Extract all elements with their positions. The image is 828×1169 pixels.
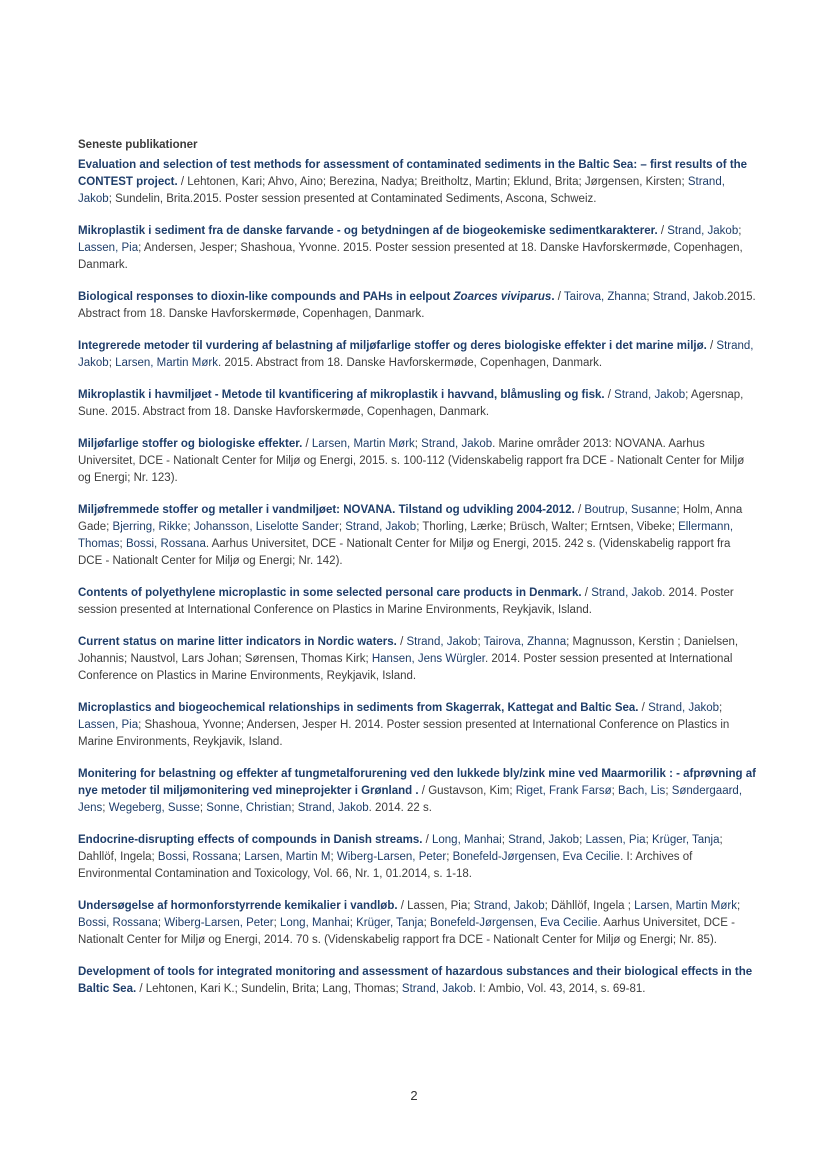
author-link[interactable]: Larsen, Martin Mørk: [115, 357, 218, 369]
author-name: Andersen, Jesper H: [246, 719, 349, 731]
publication-title-link[interactable]: Development of tools for integrated monitoring and assessment of hazardous substances and their biological effects in the Baltic Sea.: [78, 966, 753, 995]
author-link[interactable]: Strand, Jakob: [652, 291, 724, 303]
publication-details: . 2015. Abstract from 18. Danske Havforskermøde, Copenhagen, Danmark.: [217, 357, 603, 369]
publication-entry: Biological responses to dioxin-like compounds and PAHs in eelpout Zoarces viviparus. / Tairova, Zhanna; Strand, Jakob.2015. Abstract from 18. Danske Havforskermøde, Copenhagen, Danmark.: [78, 291, 756, 320]
publication-entry: Monitering for belastning og effekter af tungmetalforurening ved den lukkede bly/zink mine ved Maarmorilik : - afprøvning af nye metoder til miljømonitering ved mineprojekter i Grønland . / Gustavson, Kim; Riget, Frank Farsø; Bach, Lis; Søndergaard, Jens; Wegeberg, Susse; Sonne, Christian; Strand, Jakob. 2014. 22 s.: [78, 768, 756, 814]
author-link[interactable]: Sonne, Christian: [206, 802, 292, 814]
publication-entry: Miljøfremmede stoffer og metaller i vandmiljøet: NOVANA. Tilstand og udvikling 2004-2012. / Boutrup, Susanne; Holm, Anna Gade; Bjerring, Rikke; Johansson, Liselotte Sander; Strand, Jakob; Thorling, Lærke; Brüsch, Walter; Erntsen, Vibeke; Ellermann, Thomas; Bossi, Rossana. Aarhus Universitet, DCE - Nationalt Center for Miljø og Energi, 2015. 242 s. (Videnskabelig rapport fra DCE - Nationalt Center for Miljø og Energi; Nr. 142).: [78, 504, 743, 567]
author-name: Sundelin, Brita: [115, 193, 190, 205]
author-name: Sørensen, Thomas Kirk: [244, 653, 366, 665]
publication-details: . 2015. Poster session presented at 18. Danske Havforskermøde, Copenhagen, Danmark.: [78, 242, 743, 271]
publication-entry: Microplastics and biogeochemical relationships in sediments from Skagerrak, Kattegat and Baltic Sea. / Strand, Jakob; Lassen, Pia; Shashoua, Yvonne; Andersen, Jesper H. 2014. Poster session presented at International Conference on Plastics in Marine Environments, Reykjavik, Island.: [78, 702, 730, 748]
author-link[interactable]: Bach, Lis: [618, 785, 666, 797]
author-name: Naustvol, Lars Johan: [130, 653, 239, 665]
publication-title-link[interactable]: Mikroplastik i sediment fra de danske farvande - og betydningen af de biogeokemiske sedimentkarakterer.: [78, 225, 658, 237]
author-link[interactable]: Lassen, Pia: [78, 242, 139, 254]
author-name: Jørgensen, Kirsten: [584, 176, 682, 188]
author-link[interactable]: Hansen, Jens Würgler: [371, 653, 485, 665]
author-name: Shashoua, Yvonne: [144, 719, 241, 731]
publication-details: . Aarhus Universitet, DCE - Nationalt Center for Miljø og Energi, 2015. 242 s. (Videnskabelig rapport fra DCE - Nationalt Center for Miljø og Energi; Nr. 142).: [78, 538, 731, 567]
publication-details: . 2015. Abstract from 18. Danske Havforskermøde, Copenhagen, Danmark.: [104, 406, 490, 418]
publication-details: . 2014. 22 s.: [368, 802, 432, 814]
author-name: Lang, Thomas: [322, 983, 396, 995]
publication-entry: Mikroplastik i sediment fra de danske farvande - og betydningen af de biogeokemiske sedimentkarakterer. / Strand, Jakob; Lassen, Pia; Andersen, Jesper; Shashoua, Yvonne. 2015. Poster session presented at 18. Danske Havforskermøde, Copenhagen, Danmark.: [78, 225, 743, 271]
author-name: Agersnap, Sune: [78, 389, 744, 418]
author-name: Sundelin, Brita: [241, 983, 316, 995]
page-number: 2: [410, 1088, 418, 1103]
publication-entry: Contents of polyethylene microplastic in some selected personal care products in Denmark. / Strand, Jakob. 2014. Poster session presented at International Conference on Plastics in Marine Environments, Reykjavik, Island.: [78, 587, 734, 616]
author-link[interactable]: Bonefeld-Jørgensen, Eva Cecilie: [452, 851, 621, 863]
author-name: Andersen, Jesper: [143, 242, 235, 254]
author-name: Gustavson, Kim: [428, 785, 510, 797]
author-link[interactable]: Søndergaard, Jens: [78, 785, 743, 814]
author-name: Erntsen, Vibeke: [590, 521, 672, 533]
author-link[interactable]: Ellermann, Thomas: [78, 521, 734, 550]
author-link[interactable]: Johansson, Liselotte Sander: [193, 521, 339, 533]
author-name: Berezina, Nadya: [329, 176, 415, 188]
publication-title-link[interactable]: Integrerede metoder til vurdering af belastning af miljøfarlige stoffer og deres biologiske effekter i det marine miljø.: [78, 340, 707, 352]
author-name: Danielsen, Johannis: [78, 636, 739, 665]
document-page: [78, 138, 756, 1013]
author-link[interactable]: Bossi, Rossana: [78, 917, 158, 929]
author-name: Shashoua, Yvonne: [240, 242, 337, 254]
publication-details: . 2014. Poster session presented at International Conference on Plastics in Marine Environments, Reykjavik, Island.: [78, 653, 733, 682]
author-link[interactable]: Long, Manhai: [279, 917, 350, 929]
publication-title-link[interactable]: Monitering for belastning og effekter af tungmetalforurening ved den lukkede bly/zink mine ved Maarmorilik : - afprøvning af nye metoder til miljømonitering ved mineprojekter i Grønland .: [78, 768, 756, 797]
author-link[interactable]: Long, Manhai: [432, 834, 502, 846]
author-link[interactable]: Strand, Jakob: [345, 521, 417, 533]
publication-title-link[interactable]: Evaluation and selection of test methods for assessment of contaminated sediments in the Baltic Sea: – first results of the CONTEST project.: [78, 159, 748, 188]
author-name: Lassen, Pia: [407, 900, 468, 912]
publication-list: [78, 157, 756, 998]
publication-entry: Current status on marine litter indicators in Nordic waters. / Strand, Jakob; Tairova, Zhanna; Magnusson, Kerstin ; Danielsen, Johannis; Naustvol, Lars Johan; Sørensen, Thomas Kirk; Hansen, Jens Würgler. 2014. Poster session presented at International Conference on Plastics in Marine Environments, Reykjavik, Island.: [78, 636, 739, 682]
author-link[interactable]: Bossi, Rossana: [157, 851, 238, 863]
author-link[interactable]: Strand, Jakob: [78, 340, 754, 369]
publication-title-link[interactable]: Biological responses to dioxin-like compounds and PAHs in eelpout Zoarces viviparus.: [78, 291, 555, 303]
author-link[interactable]: Tairova, Zhanna: [483, 636, 567, 648]
author-name: Ahvo, Aino: [267, 176, 323, 188]
publication-details: .2015. Poster session presented at Contaminated Sediments, Ascona, Schweiz.: [189, 193, 597, 205]
author-link[interactable]: Strand, Jakob: [473, 900, 545, 912]
author-link[interactable]: Strand, Jakob: [401, 983, 473, 995]
author-link[interactable]: Strand, Jakob: [591, 587, 663, 599]
section-heading: Seneste publikationer: [78, 139, 198, 151]
author-link[interactable]: Strand, Jakob: [648, 702, 720, 714]
publication-title-link[interactable]: Microplastics and biogeochemical relationships in sediments from Skagerrak, Kattegat and Baltic Sea.: [78, 702, 639, 714]
author-name: Lehtonen, Kari K.: [145, 983, 235, 995]
publication-title-link[interactable]: Undersøgelse af hormonforstyrrende kemikalier i vandløb.: [78, 900, 398, 912]
publication-details: . 2014. Poster session presented at International Conference on Plastics in Marine Environments, Reykjavik, Island.: [78, 587, 734, 616]
author-link[interactable]: Strand, Jakob: [406, 636, 478, 648]
publication-title-link[interactable]: Contents of polyethylene microplastic in some selected personal care products in Denmark.: [78, 587, 582, 599]
publication-details: .2015. Abstract from 18. Danske Havforskermøde, Copenhagen, Danmark.: [78, 291, 756, 320]
author-link[interactable]: Wiberg-Larsen, Peter: [336, 851, 447, 863]
publication-details: . Aarhus Universitet, DCE - Nationalt Center for Miljø og Energi, 2014. 70 s. (Videnskabelig rapport fra DCE - Nationalt Center for Miljø og Energi; Nr. 85).: [78, 917, 735, 946]
author-link[interactable]: Bossi, Rossana: [125, 538, 206, 550]
publication-entry: Integrerede metoder til vurdering af belastning af miljøfarlige stoffer og deres biologiske effekter i det marine miljø. / Strand, Jakob; Larsen, Martin Mørk. 2015. Abstract from 18. Danske Havforskermøde, Copenhagen, Danmark.: [78, 340, 754, 369]
publication-entry: Mikroplastik i havmiljøet - Metode til kvantificering af mikroplastik i havvand, blåmusling og fisk. / Strand, Jakob; Agersnap, Sune. 2015. Abstract from 18. Danske Havforskermøde, Copenhagen, Danmark.: [78, 389, 744, 418]
author-link[interactable]: Larsen, Martin Mørk: [634, 900, 737, 912]
author-link[interactable]: Lassen, Pia: [585, 834, 646, 846]
author-link[interactable]: Strand, Jakob: [297, 802, 369, 814]
author-name: Breitholtz, Martin: [420, 176, 507, 188]
author-link[interactable]: Larsen, Martin M: [244, 851, 331, 863]
publication-details: . I: Ambio, Vol. 43, 2014, s. 69-81.: [472, 983, 646, 995]
author-link[interactable]: Strand, Jakob: [614, 389, 686, 401]
publication-details: . I: Archives of Environmental Contamination and Toxicology, Vol. 66, Nr. 1, 01.2014, s. 1-18.: [78, 851, 693, 880]
author-link[interactable]: Tairova, Zhanna: [563, 291, 647, 303]
author-name: Thorling, Lærke: [422, 521, 503, 533]
author-name: Lehtonen, Kari: [187, 176, 263, 188]
author-name: Dähllöf, Ingela: [551, 900, 628, 912]
author-name: Holm, Anna Gade: [78, 504, 743, 533]
author-link[interactable]: Bonefeld-Jørgensen, Eva Cecilie: [430, 917, 598, 929]
publication-title-link[interactable]: Current status on marine litter indicators in Nordic waters.: [78, 636, 397, 648]
publication-title-link[interactable]: Mikroplastik i havmiljøet - Metode til kvantificering af mikroplastik i havvand, blåmusling og fisk.: [78, 389, 605, 401]
author-link[interactable]: Krüger, Tanja: [356, 917, 424, 929]
author-name: Dahllöf, Ingela: [78, 851, 152, 863]
author-link[interactable]: Riget, Frank Farsø: [515, 785, 612, 797]
publication-entry: Endocrine-disrupting effects of compounds in Danish streams. / Long, Manhai; Strand, Jakob; Lassen, Pia; Krüger, Tanja; Dahllöf, Ingela; Bossi, Rossana; Larsen, Martin M; Wiberg-Larsen, Peter; Bonefeld-Jørgensen, Eva Cecilie. I: Archives of Environmental Contamination and Toxicology, Vol. 66, Nr. 1, 01.2014, s. 1-18.: [78, 834, 723, 880]
publication-entry: Miljøfarlige stoffer og biologiske effekter. / Larsen, Martin Mørk; Strand, Jakob. Marine områder 2013: NOVANA. Aarhus Universitet, DCE - Nationalt Center for Miljø og Energi, 2015. s. 100-112 (Videnskabelig rapport fra DCE - Nationalt Center for Miljø og Energi; Nr. 123).: [78, 438, 745, 484]
author-link[interactable]: Boutrup, Susanne: [584, 504, 677, 516]
publication-title-link[interactable]: Endocrine-disrupting effects of compounds in Danish streams.: [78, 834, 423, 846]
publication-entry: Development of tools for integrated monitoring and assessment of hazardous substances and their biological effects in the Baltic Sea. / Lehtonen, Kari K.; Sundelin, Brita; Lang, Thomas; Strand, Jakob. I: Ambio, Vol. 43, 2014, s. 69-81.: [78, 966, 753, 995]
author-name: Brüsch, Walter: [509, 521, 585, 533]
publication-title-link[interactable]: Miljøfarlige stoffer og biologiske effekter.: [78, 438, 303, 450]
publication-entry: Evaluation and selection of test methods for assessment of contaminated sediments in the Baltic Sea: – first results of the CONTEST project. / Lehtonen, Kari; Ahvo, Aino; Berezina, Nadya; Breitholtz, Martin; Eklund, Brita; Jørgensen, Kirsten; Strand, Jakob; Sundelin, Brita.2015. Poster session presented at Contaminated Sediments, Ascona, Schweiz.: [78, 159, 748, 205]
author-link[interactable]: Larsen, Martin Mørk: [311, 438, 415, 450]
author-link[interactable]: Wegeberg, Susse: [108, 802, 200, 814]
publication-entry: Undersøgelse af hormonforstyrrende kemikalier i vandløb. / Lassen, Pia; Strand, Jakob; Dähllöf, Ingela ; Larsen, Martin Mørk; Bossi, Rossana; Wiberg-Larsen, Peter; Long, Manhai; Krüger, Tanja; Bonefeld-Jørgensen, Eva Cecilie. Aarhus Universitet, DCE - Nationalt Center for Miljø og Energi, 2014. 70 s. (Videnskabelig rapport fra DCE - Nationalt Center for Miljø og Energi; Nr. 85).: [78, 900, 741, 946]
publication-details: . 2014. Poster session presented at International Conference on Plastics in Marine Environments, Reykjavik, Island.: [78, 719, 730, 748]
publication-details: . Marine områder 2013: NOVANA. Aarhus Universitet, DCE - Nationalt Center for Miljø og Energi, 2015. s. 100-112 (Videnskabelig rapport fra DCE - Nationalt Center for Miljø og Energi; Nr. 123).: [78, 438, 745, 484]
author-link[interactable]: Strand, Jakob: [78, 176, 725, 205]
author-link[interactable]: Wiberg-Larsen, Peter: [164, 917, 274, 929]
author-name: Eklund, Brita: [513, 176, 579, 188]
author-name: Magnusson, Kerstin: [572, 636, 678, 648]
author-link[interactable]: Strand, Jakob: [667, 225, 739, 237]
author-link[interactable]: Strand, Jakob: [508, 834, 580, 846]
publication-title-link[interactable]: Miljøfremmede stoffer og metaller i vandmiljøet: NOVANA. Tilstand og udvikling 2004-2012.: [78, 504, 575, 516]
author-link[interactable]: Bjerring, Rikke: [112, 521, 188, 533]
author-link[interactable]: Strand, Jakob: [421, 438, 493, 450]
author-link[interactable]: Lassen, Pia: [78, 719, 139, 731]
author-link[interactable]: Krüger, Tanja: [651, 834, 720, 846]
